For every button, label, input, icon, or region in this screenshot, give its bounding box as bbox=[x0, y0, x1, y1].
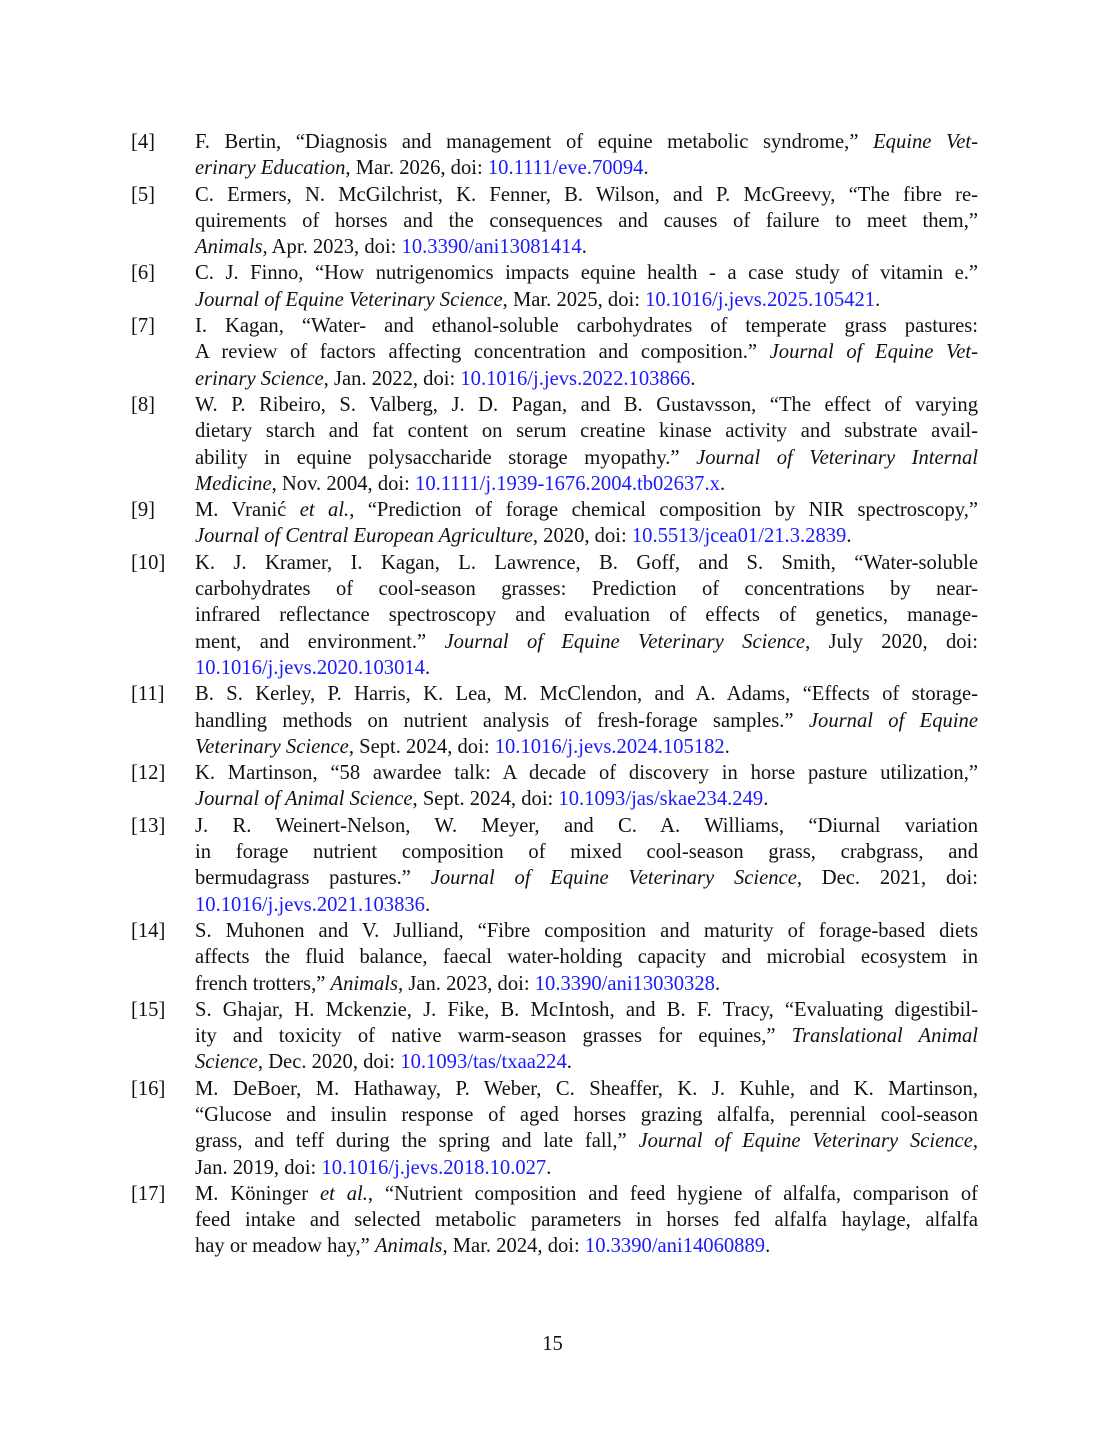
reference-text-segment: . bbox=[424, 656, 431, 679]
reference-text bbox=[195, 260, 978, 313]
reference-text-segment: , July 2020, doi: bbox=[805, 630, 979, 653]
reference-text-segment: . bbox=[424, 893, 431, 916]
reference-number: [10] bbox=[131, 551, 166, 574]
reference-line bbox=[195, 602, 978, 628]
reference-line bbox=[195, 550, 978, 576]
reference-line bbox=[195, 681, 978, 707]
reference-text-segment: . bbox=[719, 472, 726, 495]
reference-number: [16] bbox=[131, 1077, 166, 1100]
italic-text: Equine Vet- bbox=[873, 131, 978, 153]
reference-text-segment: B. S. Kerley, P. Harris, K. Lea, M. McClendon, and A. Adams, “Effects of storage- bbox=[195, 683, 978, 706]
reference-line bbox=[195, 918, 978, 944]
reference-text-segment: , Apr. 2023, doi: bbox=[262, 236, 402, 259]
reference-line bbox=[195, 760, 978, 786]
reference-text-segment: C. J. Finno, “How nutrigenomics impacts equine health - a case study of vitamin e.” bbox=[195, 262, 978, 285]
reference-text-segment: , Jan. 2023, doi: bbox=[398, 972, 535, 995]
reference-line bbox=[195, 1207, 978, 1233]
reference-text-segment: I. Kagan, “Water- and ethanol-soluble carbohydrates of temperate grass pastures: bbox=[195, 315, 978, 338]
reference-line bbox=[195, 366, 978, 392]
reference-line bbox=[195, 182, 978, 208]
reference-text-segment: , Nov. 2004, doi: bbox=[271, 472, 416, 495]
doi-link[interactable]: 10.5513/jcea01/21.3.2839 bbox=[631, 525, 847, 548]
page-number: 15 bbox=[542, 1333, 563, 1355]
reference-text-segment: hay or meadow hay,” bbox=[195, 1235, 375, 1258]
reference-list bbox=[131, 129, 978, 1260]
reference-text-segment: F. Bertin, “Diagnosis and management of equine metabolic syndrome,” bbox=[195, 131, 874, 153]
reference-number: [9] bbox=[131, 499, 156, 522]
reference-text-segment: , “Nutrient composition and feed hygiene of alfalfa, comparison of bbox=[367, 1182, 978, 1205]
reference-text bbox=[195, 918, 978, 997]
reference-item bbox=[131, 813, 978, 918]
reference-line bbox=[195, 1233, 978, 1259]
reference-text-segment: french trotters,” bbox=[195, 972, 331, 995]
reference-text-segment: ity and toxicity of native warm-season grasses for equines,” bbox=[195, 1025, 792, 1048]
reference-line bbox=[195, 1076, 978, 1102]
reference-text-segment: handling methods on nutrient analysis of fresh-forage samples.” bbox=[195, 709, 809, 732]
doi-link[interactable]: 10.1093/jas/skae234.249 bbox=[558, 788, 764, 811]
reference-text-segment: , Mar. 2024, doi: bbox=[442, 1235, 585, 1258]
reference-line bbox=[195, 629, 978, 655]
italic-text: Science bbox=[195, 1051, 258, 1074]
reference-text bbox=[195, 313, 978, 392]
reference-item bbox=[131, 313, 978, 392]
reference-number: [15] bbox=[131, 998, 166, 1021]
doi-link[interactable]: 10.1111/eve.70094 bbox=[487, 157, 644, 180]
reference-line bbox=[195, 234, 978, 260]
reference-item bbox=[131, 760, 978, 813]
reference-line bbox=[195, 1181, 978, 1207]
reference-text bbox=[195, 182, 978, 261]
italic-text: Journal of Equine Veterinary Science bbox=[444, 630, 806, 653]
reference-text-segment: feed intake and selected metabolic parameters in horses fed alfalfa haylage, alfalfa bbox=[195, 1209, 978, 1232]
reference-number: [7] bbox=[131, 315, 156, 338]
doi-link[interactable]: 10.1016/j.jevs.2018.10.027 bbox=[321, 1156, 547, 1179]
reference-text-segment: ment, and environment.” bbox=[195, 630, 445, 653]
reference-text bbox=[195, 129, 978, 182]
reference-text-segment: . bbox=[765, 1235, 771, 1258]
reference-text-segment: . bbox=[763, 788, 769, 811]
reference-item bbox=[131, 681, 978, 760]
reference-line bbox=[195, 155, 978, 181]
reference-text-segment: , 2020, doi: bbox=[532, 525, 632, 548]
italic-text: Journal of Equine Veterinary Science bbox=[638, 1130, 973, 1153]
reference-text bbox=[195, 497, 978, 550]
reference-number: [4] bbox=[131, 131, 156, 153]
reference-text-segment: carbohydrates of cool-season grasses: Prediction of concentrations by near- bbox=[195, 578, 978, 601]
reference-line bbox=[195, 892, 978, 918]
reference-line bbox=[195, 865, 978, 891]
reference-number: [11] bbox=[131, 683, 165, 706]
reference-text-segment: , bbox=[972, 1130, 978, 1153]
reference-text bbox=[195, 681, 978, 760]
italic-text: Veterinary Science bbox=[195, 735, 349, 758]
reference-item bbox=[131, 918, 978, 997]
italic-text: Animals bbox=[374, 1235, 443, 1258]
reference-line bbox=[195, 1155, 978, 1181]
reference-line bbox=[195, 392, 978, 418]
reference-text bbox=[195, 392, 978, 497]
reference-line bbox=[195, 129, 978, 155]
reference-item bbox=[131, 550, 978, 681]
reference-item bbox=[131, 129, 978, 182]
reference-text-segment: , Sept. 2024, doi: bbox=[412, 788, 559, 811]
reference-item bbox=[131, 1076, 978, 1181]
reference-text-segment: M. Vranić bbox=[195, 499, 300, 522]
reference-text-segment: . bbox=[643, 157, 649, 180]
italic-text: et al. bbox=[299, 499, 350, 522]
reference-text-segment: , Sept. 2024, doi: bbox=[348, 735, 495, 758]
reference-text-segment: . bbox=[875, 288, 881, 311]
doi-link[interactable]: 10.3390/ani13081414 bbox=[401, 236, 582, 259]
doi-link[interactable]: 10.1016/j.jevs.2024.105182 bbox=[494, 735, 725, 758]
reference-text-segment: . bbox=[724, 735, 730, 758]
reference-line bbox=[195, 208, 978, 234]
reference-number: [8] bbox=[131, 393, 156, 416]
reference-text-segment: . bbox=[566, 1051, 572, 1074]
reference-text-segment: , “Prediction of forage chemical composition by NIR spectroscopy,” bbox=[349, 499, 978, 522]
italic-text: Journal of Equine Veterinary Science bbox=[430, 867, 797, 890]
reference-text-segment: affects the fluid balance, faecal water-holding capacity and microbial ecosystem in bbox=[195, 946, 978, 969]
reference-line bbox=[195, 944, 978, 970]
reference-text-segment: grass, and teff during the spring and late fall,” bbox=[195, 1130, 639, 1153]
reference-line bbox=[195, 655, 978, 681]
italic-text: erinary Education bbox=[195, 157, 346, 180]
doi-link[interactable]: 10.1016/j.jevs.2020.103014 bbox=[195, 656, 425, 679]
reference-item bbox=[131, 392, 978, 497]
reference-text-segment: ability in equine polysaccharide storage myopathy.” bbox=[195, 446, 697, 469]
reference-line bbox=[195, 1023, 978, 1049]
reference-item bbox=[131, 182, 978, 261]
reference-line bbox=[195, 971, 978, 997]
italic-text: Translational Animal bbox=[791, 1025, 978, 1048]
reference-number: [6] bbox=[131, 262, 156, 285]
doi-link[interactable]: 10.1016/j.jevs.2022.103866 bbox=[460, 367, 691, 390]
reference-text bbox=[195, 1076, 978, 1181]
reference-text-segment: . bbox=[714, 972, 721, 995]
reference-text-segment: K. Martinson, “58 awardee talk: A decade of discovery in horse pasture utilization,” bbox=[195, 762, 978, 785]
italic-text: et al. bbox=[320, 1182, 368, 1205]
reference-line bbox=[195, 287, 978, 313]
doi-link[interactable]: 10.1016/j.jevs.2021.103836 bbox=[195, 893, 425, 916]
reference-line bbox=[195, 1102, 978, 1128]
reference-item bbox=[131, 260, 978, 313]
reference-line bbox=[195, 445, 978, 471]
reference-text-segment: , Dec. 2020, doi: bbox=[257, 1051, 401, 1074]
reference-text bbox=[195, 1181, 978, 1260]
reference-text-segment: “Glucose and insulin response of aged horses grazing alfalfa, perennial cool-season bbox=[195, 1103, 978, 1126]
reference-line bbox=[195, 734, 978, 760]
reference-text-segment: infrared reflectance spectroscopy and evaluation of effects of genetics, manage- bbox=[195, 604, 978, 627]
reference-item bbox=[131, 497, 978, 550]
reference-text bbox=[195, 760, 978, 813]
italic-text: Medicine bbox=[195, 472, 272, 495]
reference-text-segment: . bbox=[846, 525, 852, 548]
reference-text-segment: in forage nutrient composition of mixed cool-season grass, crabgrass, and bbox=[195, 841, 978, 864]
reference-line bbox=[195, 497, 978, 523]
italic-text: Journal of Equine bbox=[808, 709, 978, 732]
reference-text-segment: , Jan. 2022, doi: bbox=[323, 367, 461, 390]
reference-text-segment: , Mar. 2026, doi: bbox=[345, 157, 488, 180]
italic-text: Journal of Veterinary Internal bbox=[696, 446, 978, 469]
italic-text: Animals bbox=[195, 236, 263, 259]
reference-text-segment: W. P. Ribeiro, S. Valberg, J. D. Pagan, and B. Gustavsson, “The effect of varying bbox=[195, 393, 978, 416]
italic-text: Journal of Equine Veterinary Science bbox=[195, 288, 503, 311]
reference-text-segment: Jan. 2019, doi: bbox=[195, 1156, 322, 1179]
reference-text-segment: J. R. Weinert-Nelson, W. Meyer, and C. A. Williams, “Diurnal variation bbox=[195, 814, 978, 837]
reference-text-segment: quirements of horses and the consequences and causes of failure to meet them,” bbox=[195, 209, 978, 232]
reference-line bbox=[195, 339, 978, 365]
reference-number: [13] bbox=[131, 814, 166, 837]
reference-text-segment: . bbox=[546, 1156, 552, 1179]
reference-line bbox=[195, 471, 978, 497]
reference-text-segment: M. DeBoer, M. Hathaway, P. Weber, C. Sheaffer, K. J. Kuhle, and K. Martinson, bbox=[195, 1077, 978, 1100]
italic-text: Journal of Equine Vet- bbox=[769, 341, 978, 364]
reference-text-segment: , Mar. 2025, doi: bbox=[502, 288, 646, 311]
reference-line bbox=[195, 813, 978, 839]
reference-text-segment: , Dec. 2021, doi: bbox=[796, 867, 978, 890]
reference-number: [5] bbox=[131, 183, 156, 206]
italic-text: Animals bbox=[330, 972, 399, 995]
reference-text bbox=[195, 550, 978, 681]
doi-link[interactable]: 10.1111/j.1939-1676.2004.tb02637.x bbox=[415, 472, 720, 495]
reference-text-segment: K. J. Kramer, I. Kagan, L. Lawrence, B. Goff, and S. Smith, “Water-soluble bbox=[195, 551, 978, 574]
doi-link[interactable]: 10.1016/j.jevs.2025.105421 bbox=[645, 288, 876, 311]
reference-line bbox=[195, 576, 978, 602]
reference-line bbox=[195, 313, 978, 339]
reference-line bbox=[195, 1049, 978, 1075]
reference-text-segment: M. Köninger bbox=[195, 1182, 320, 1205]
italic-text: erinary Science bbox=[195, 367, 324, 390]
reference-line bbox=[195, 708, 978, 734]
reference-text bbox=[195, 997, 978, 1076]
reference-text-segment: dietary starch and fat content on serum creatine kinase activity and substrate avail- bbox=[195, 420, 978, 443]
doi-link[interactable]: 10.3390/ani14060889 bbox=[584, 1235, 766, 1258]
reference-text-segment: bermudagrass pastures.” bbox=[195, 867, 431, 890]
reference-line bbox=[195, 260, 978, 286]
reference-line bbox=[195, 839, 978, 865]
reference-text-segment: A review of factors affecting concentration and composition.” bbox=[195, 341, 770, 364]
reference-line bbox=[195, 418, 978, 444]
reference-number: [17] bbox=[131, 1182, 166, 1205]
reference-line bbox=[195, 1128, 978, 1154]
reference-line bbox=[195, 523, 978, 549]
reference-text-segment: S. Ghajar, H. Mckenzie, J. Fike, B. McIntosh, and B. F. Tracy, “Evaluating digestibil- bbox=[195, 998, 978, 1021]
reference-number: [12] bbox=[131, 762, 166, 785]
reference-text-segment: C. Ermers, N. McGilchrist, K. Fenner, B. Wilson, and P. McGreevy, “The fibre re- bbox=[195, 183, 978, 206]
doi-link[interactable]: 10.1093/tas/txaa224 bbox=[400, 1051, 567, 1074]
reference-item bbox=[131, 997, 978, 1076]
reference-line bbox=[195, 997, 978, 1023]
reference-text-segment: . bbox=[581, 236, 587, 259]
italic-text: Journal of Animal Science bbox=[195, 788, 413, 811]
reference-line bbox=[195, 786, 978, 812]
doi-link[interactable]: 10.3390/ani13030328 bbox=[534, 972, 715, 995]
reference-text bbox=[195, 813, 978, 918]
reference-item bbox=[131, 1181, 978, 1260]
reference-number: [14] bbox=[131, 919, 166, 942]
reference-text-segment: . bbox=[690, 367, 696, 390]
italic-text: Journal of Central European Agriculture bbox=[195, 525, 533, 548]
reference-text-segment: S. Muhonen and V. Julliand, “Fibre composition and maturity of forage-based diets bbox=[195, 919, 978, 942]
